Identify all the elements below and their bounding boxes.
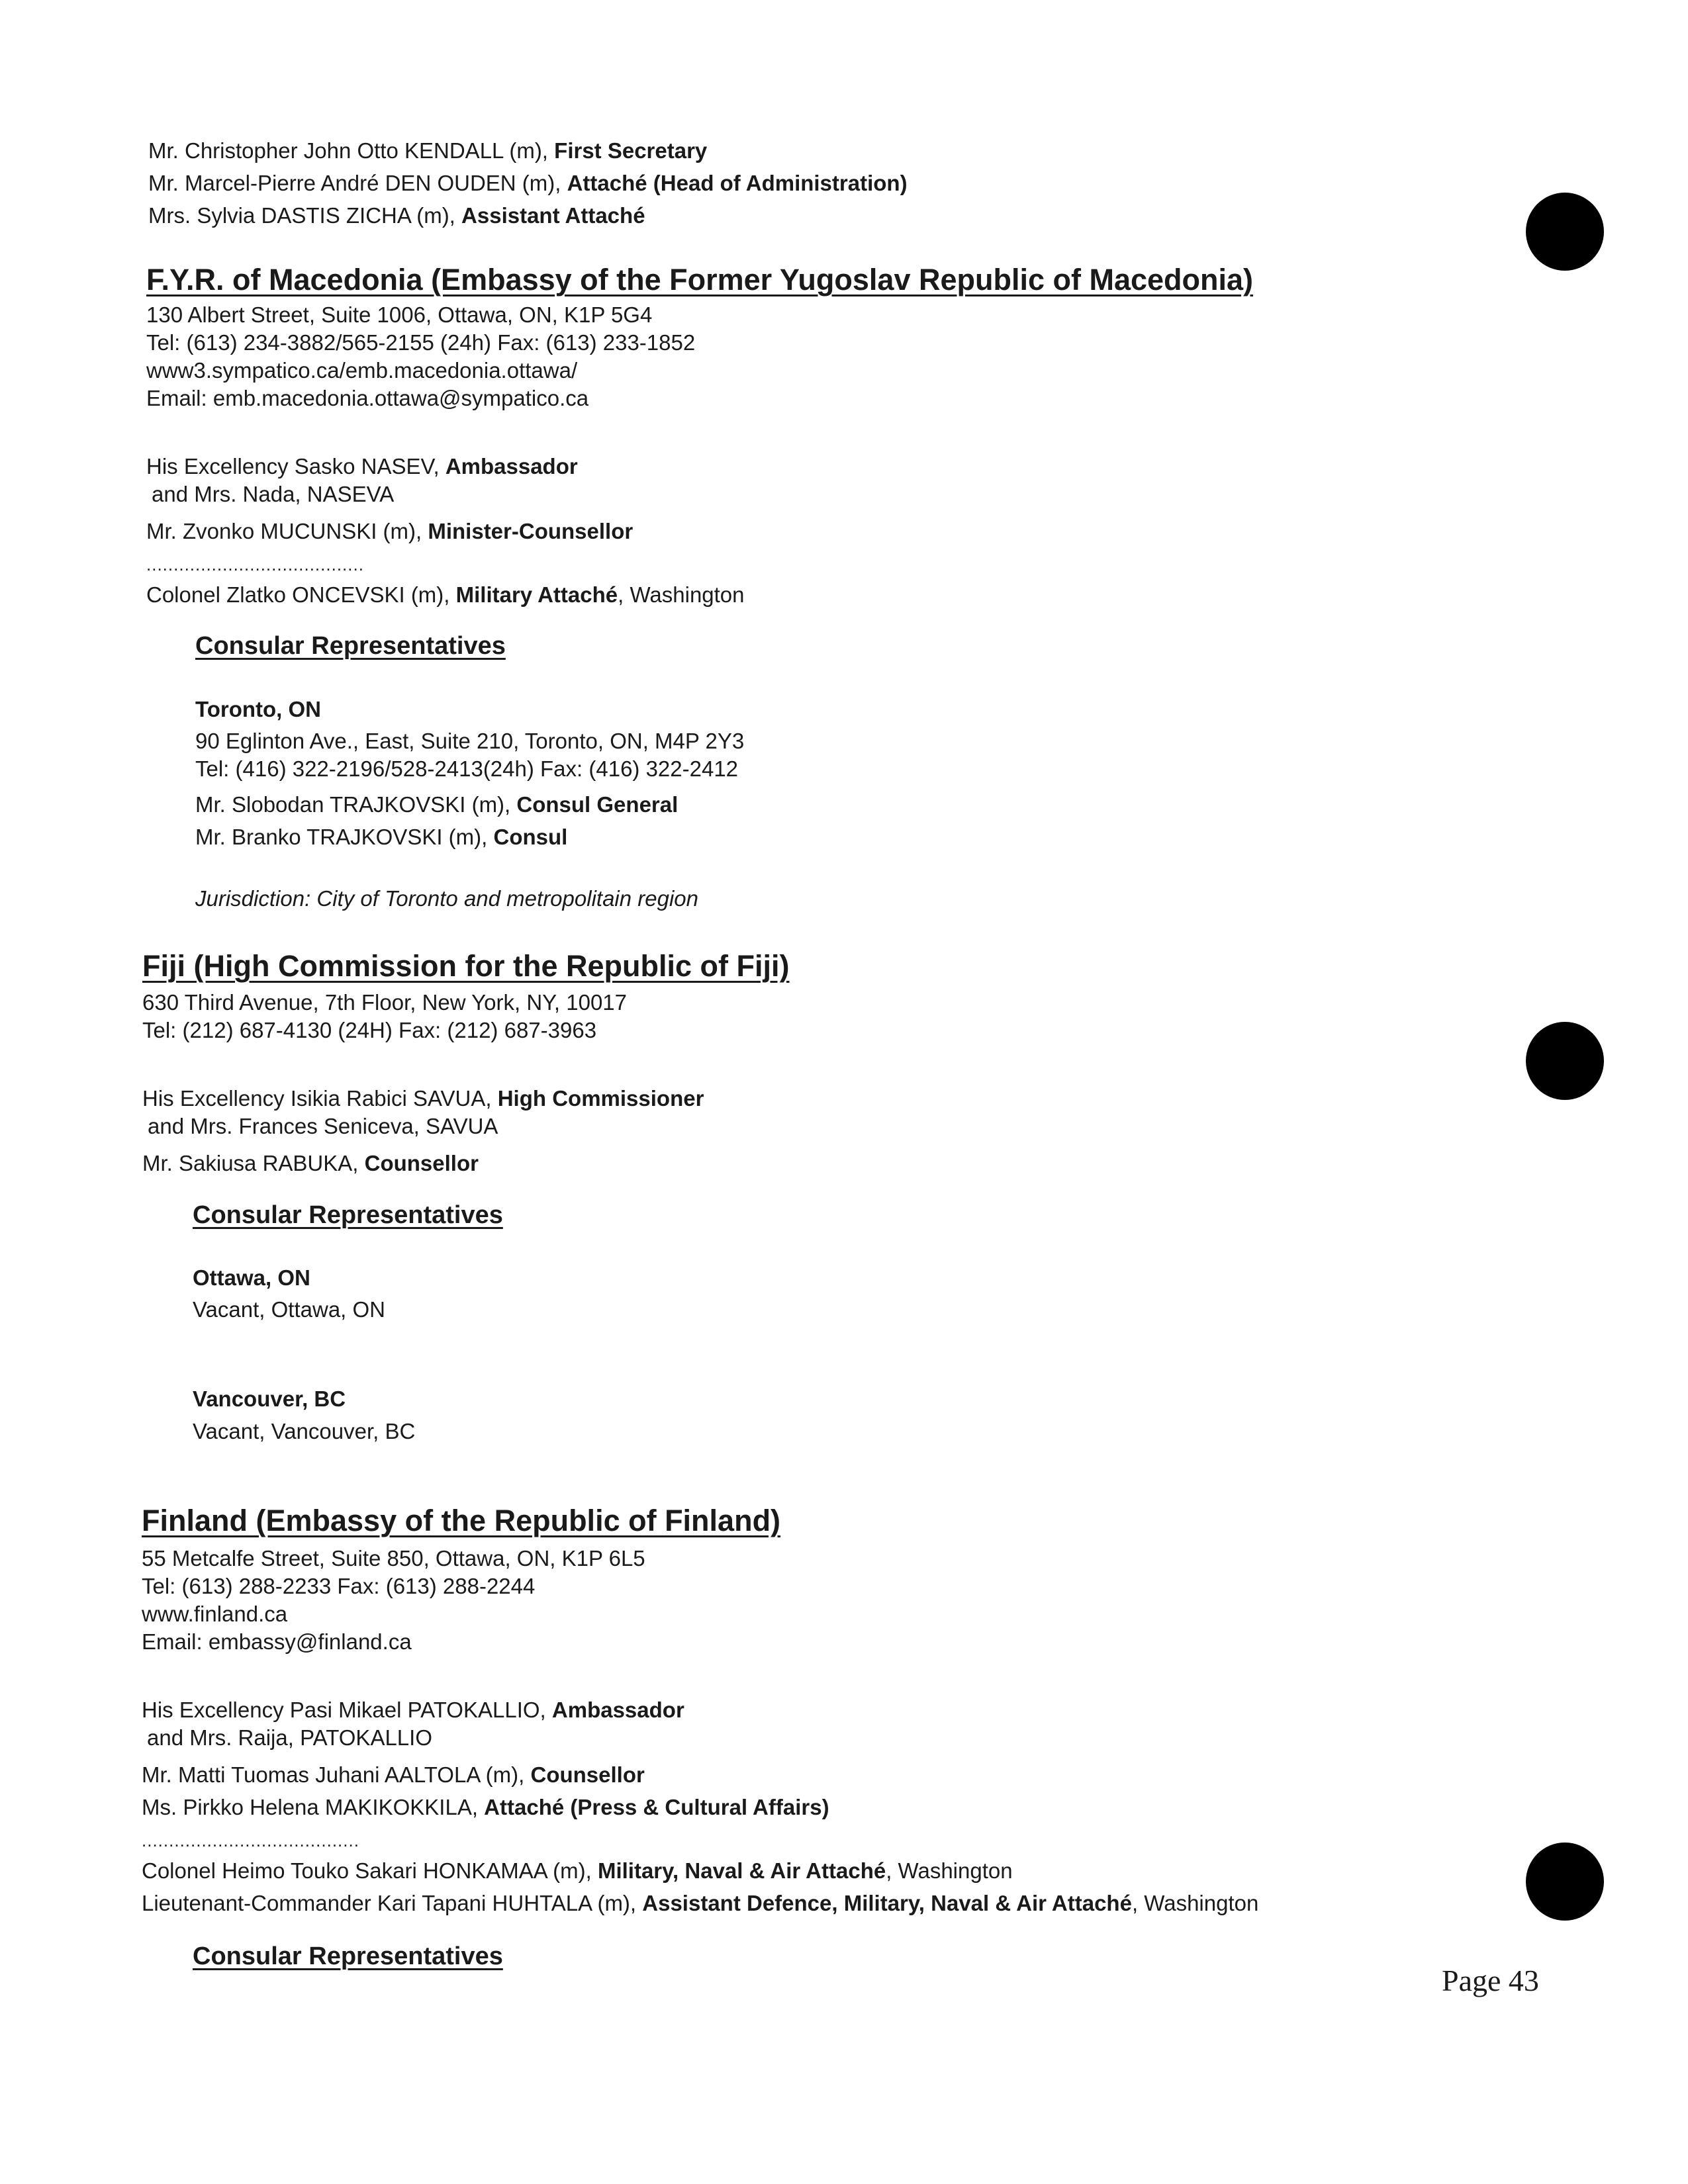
staff-title: Assistant Attaché [461,203,645,228]
consular-heading: Consular Representatives [193,1201,503,1229]
staff-name: His Excellency Sasko NASEV, [146,454,445,478]
address: 55 Metcalfe Street, Suite 850, Ottawa, ON, K1P 6L5 [142,1546,645,1570]
staff-name: Colonel Heimo Touko Sakari HONKAMAA (m), [142,1858,598,1883]
staff-title: Ambassador [445,454,578,478]
staff-title: First Secretary [554,138,708,163]
staff-line [142,1697,684,1723]
staff-line [142,1085,704,1112]
staff-name: Mrs. Sylvia DASTIS ZICHA (m), [148,203,462,228]
spouse-line: and Mrs. Frances Seniceva, SAVUA [148,1114,498,1138]
page-number: Page 43 [1442,1964,1539,1997]
jurisdiction [195,886,698,912]
staff-name: Colonel Zlatko ONCEVSKI (m), [146,582,456,607]
staff-line [146,582,745,608]
staff-title: Attaché (Head of Administration) [567,171,908,195]
staff-line [142,1150,479,1177]
spouse-line: and Mrs. Nada, NASEVA [152,482,395,506]
staff-name: Mr. Marcel-Pierre André DEN OUDEN (m), [148,171,567,195]
staff-name: Mr. Matti Tuomas Juhani AALTOLA (m), [142,1762,531,1787]
consular-line: Vacant, Vancouver, BC [193,1419,416,1443]
staff-name: His Excellency Pasi Mikael PATOKALLIO, [142,1698,552,1722]
staff-title: Ambassador [551,1698,684,1722]
country-heading-finland: Finland (Embassy of the Republic of Finland) [142,1504,781,1537]
address: 630 Third Avenue, 7th Floor, New York, NY, 10017 [142,990,628,1015]
phone-fax: Tel: (613) 234-3882/565-2155 (24h) Fax: (613) 233-1852 [146,330,696,355]
staff-name: Mr. Christopher John Otto KENDALL (m), [148,138,555,163]
address: 130 Albert Street, Suite 1006, Ottawa, ON, K1P 5G4 [146,302,653,327]
staff-line [195,824,567,850]
email: Email: embassy@finland.ca [142,1629,412,1654]
consular-heading: Consular Representatives [195,632,506,660]
staff-name: Ms. Pirkko Helena MAKIKOKKILA, [142,1795,485,1819]
staff-location: , Washington [1131,1891,1259,1915]
dotted-separator: ........................................ [146,555,364,574]
country-heading-macedonia: F.Y.R. of Macedonia (Embassy of the Former Yugoslav Republic of Macedonia) [146,263,1254,296]
staff-line [148,203,645,229]
email: Email: emb.macedonia.ottawa@sympatico.ca [146,386,589,410]
staff-line [142,1762,645,1788]
website: www.finland.ca [142,1602,288,1626]
country-heading-fiji: Fiji (High Commission for the Republic of Fiji) [142,949,790,983]
spouse-line: and Mrs. Raija, PATOKALLIO [147,1725,432,1750]
staff-title: Counsellor [364,1151,479,1175]
staff-line [146,453,578,480]
staff-line [142,1890,1258,1917]
staff-location: , Washington [618,582,745,607]
staff-title: Military, Naval & Air Attaché [597,1858,886,1883]
staff-name: Mr. Slobodan TRAJKOVSKI (m), [195,792,517,817]
punch-hole-top [1526,193,1604,271]
phone-fax: Tel: (613) 288-2233 Fax: (613) 288-2244 [142,1574,536,1598]
staff-line [146,518,633,545]
staff-line [142,1794,829,1821]
staff-line [148,170,908,197]
consular-city: Ottawa, ON [193,1265,310,1290]
staff-title: Consul General [516,792,679,817]
staff-title: Minister-Counsellor [428,519,633,543]
staff-title: High Commissioner [497,1086,704,1111]
consular-city: Vancouver, BC [193,1387,346,1411]
staff-location: , Washington [886,1858,1013,1883]
staff-name: Mr. Branko TRAJKOVSKI (m), [195,825,494,849]
phone-fax: Tel: (212) 687-4130 (24H) Fax: (212) 687-3963 [142,1018,597,1042]
consular-line: Vacant, Ottawa, ON [193,1297,386,1322]
punch-hole-bottom [1526,1843,1604,1921]
consular-heading: Consular Representatives [193,1942,503,1970]
punch-hole-middle [1526,1022,1604,1100]
jurisdiction-text: Jurisdiction: City of Toronto and metropolitain region [195,886,699,911]
staff-line [195,792,678,818]
staff-name: Lieutenant-Commander Kari Tapani HUHTALA (m), [142,1891,643,1915]
phone-fax: Tel: (416) 322-2196/528-2413(24h) Fax: (416) 322-2412 [195,756,739,781]
consular-city: Toronto, ON [195,697,322,721]
dotted-separator: ........................................ [142,1831,359,1850]
staff-line [148,138,707,164]
staff-title: Military Attaché [455,582,618,607]
website: www3.sympatico.ca/emb.macedonia.ottawa/ [146,358,578,383]
staff-name: His Excellency Isikia Rabici SAVUA, [142,1086,498,1111]
staff-line [142,1858,1013,1884]
staff-name: Mr. Sakiusa RABUKA, [142,1151,365,1175]
staff-name: Mr. Zvonko MUCUNSKI (m), [146,519,428,543]
address: 90 Eglinton Ave., East, Suite 210, Toronto, ON, M4P 2Y3 [195,729,745,753]
staff-title: Consul [493,825,568,849]
staff-title: Assistant Defence, Military, Naval & Air Attaché [642,1891,1132,1915]
staff-title: Counsellor [530,1762,645,1787]
staff-title: Attaché (Press & Cultural Affairs) [484,1795,829,1819]
